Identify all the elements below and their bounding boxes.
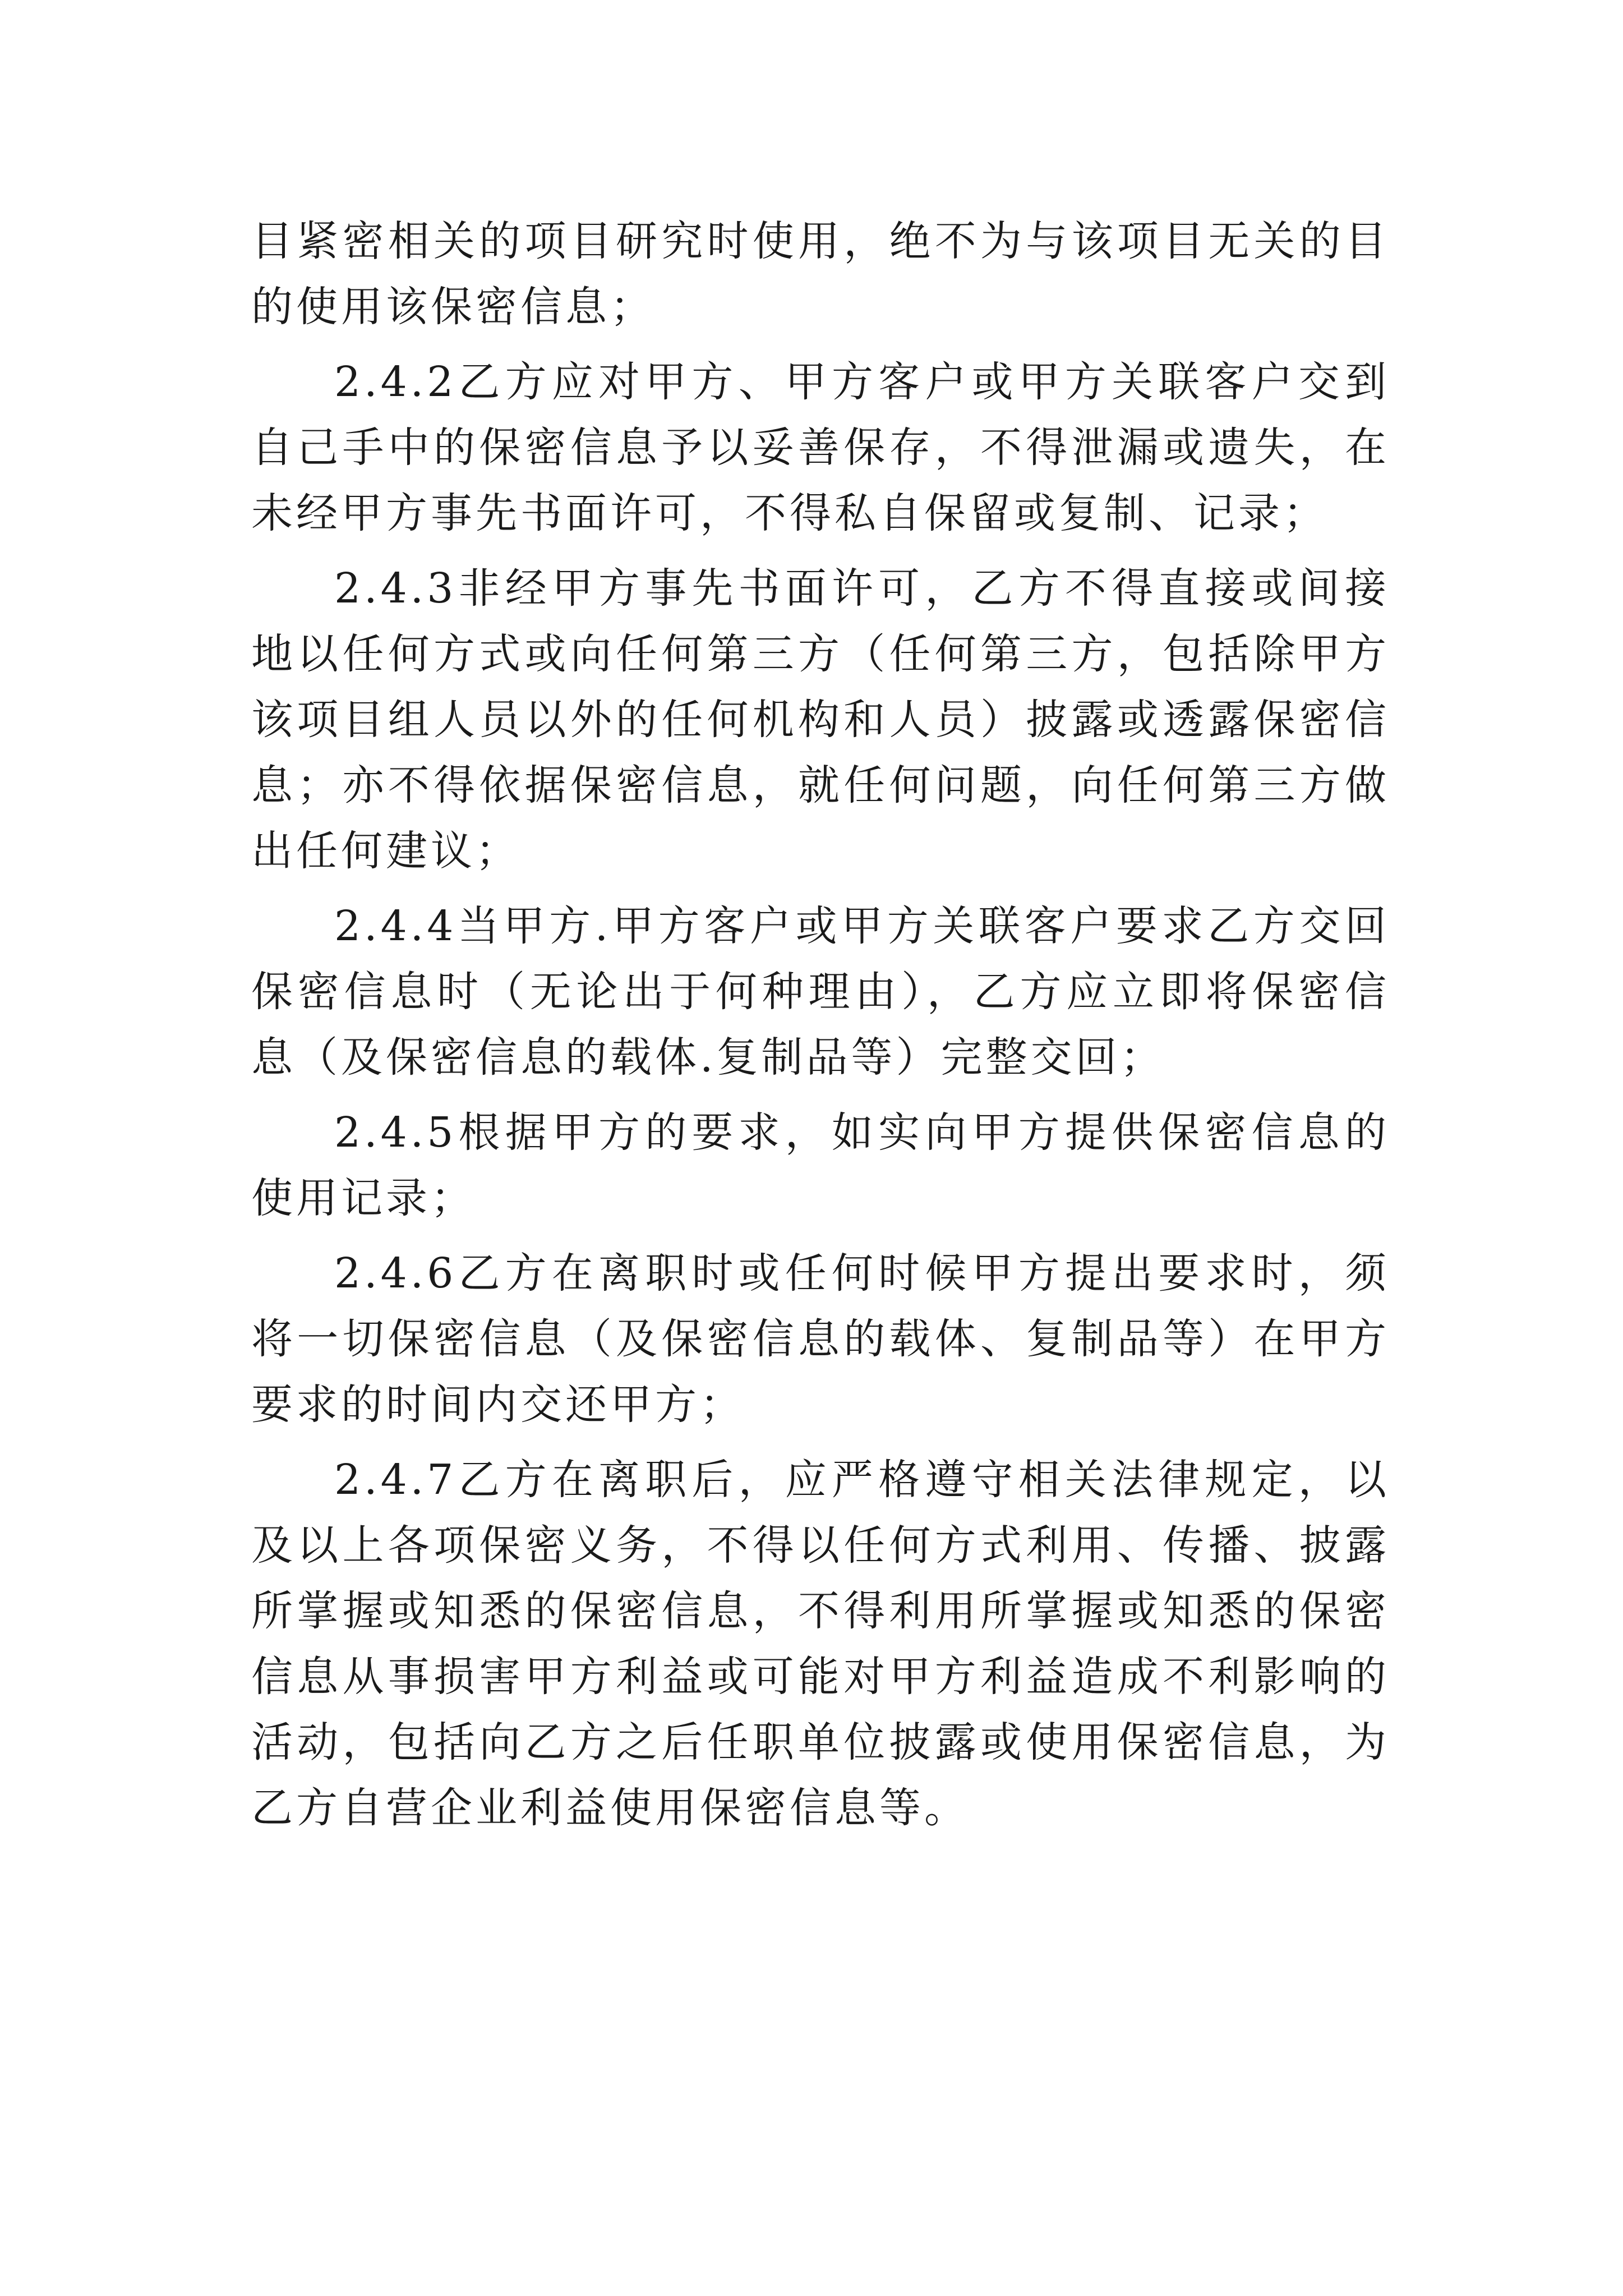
clause-2-4-3: 2.4.3非经甲方事先书面许可，乙方不得直接或间接地以任何方式或向任何第三方（任何第三方，包括除甲方该项目组人员以外的任何机构和人员）披露或透露保密信息；亦不得依据保密信息，就任何问题，向任何第三方做出任何建议； — [251, 564, 1390, 875]
clause-2-4-6: 2.4.6乙方在离职时或任何时候甲方提出要求时，须将一切保密信息（及保密信息的载体、复制品等）在甲方要求的时间内交还甲方； — [251, 1249, 1390, 1429]
document-body — [251, 209, 1390, 1851]
clause-2-4-7: 2.4.7乙方在离职后，应严格遵守相关法律规定，以及以上各项保密义务，不得以任何方式利用、传播、披露所掌握或知悉的保密信息，不得利用所掌握或知悉的保密信息从事损害甲方利益或可能对甲方利益造成不利影响的活动，包括向乙方之后任职单位披露或使用保密信息，为乙方自营企业利益使用保密信息等。 — [251, 1456, 1390, 1832]
clause-2-4-2: 2.4.2乙方应对甲方、甲方客户或甲方关联客户交到自己手中的保密信息予以妥善保存，不得泄漏或遗失，在未经甲方事先书面许可，不得私自保留或复制、记录； — [251, 358, 1390, 537]
clause-2-4-4: 2.4.4当甲方.甲方客户或甲方关联客户要求乙方交回保密信息时（无论出于何种理由），乙方应立即将保密信息（及保密信息的载体.复制品等）完整交回； — [251, 902, 1390, 1082]
clause-2-4-5: 2.4.5根据甲方的要求，如实向甲方提供保密信息的使用记录； — [251, 1108, 1390, 1222]
paragraph-continuation: 目紧密相关的项目研究时使用，绝不为与该项目无关的目的使用该保密信息； — [251, 217, 1390, 331]
